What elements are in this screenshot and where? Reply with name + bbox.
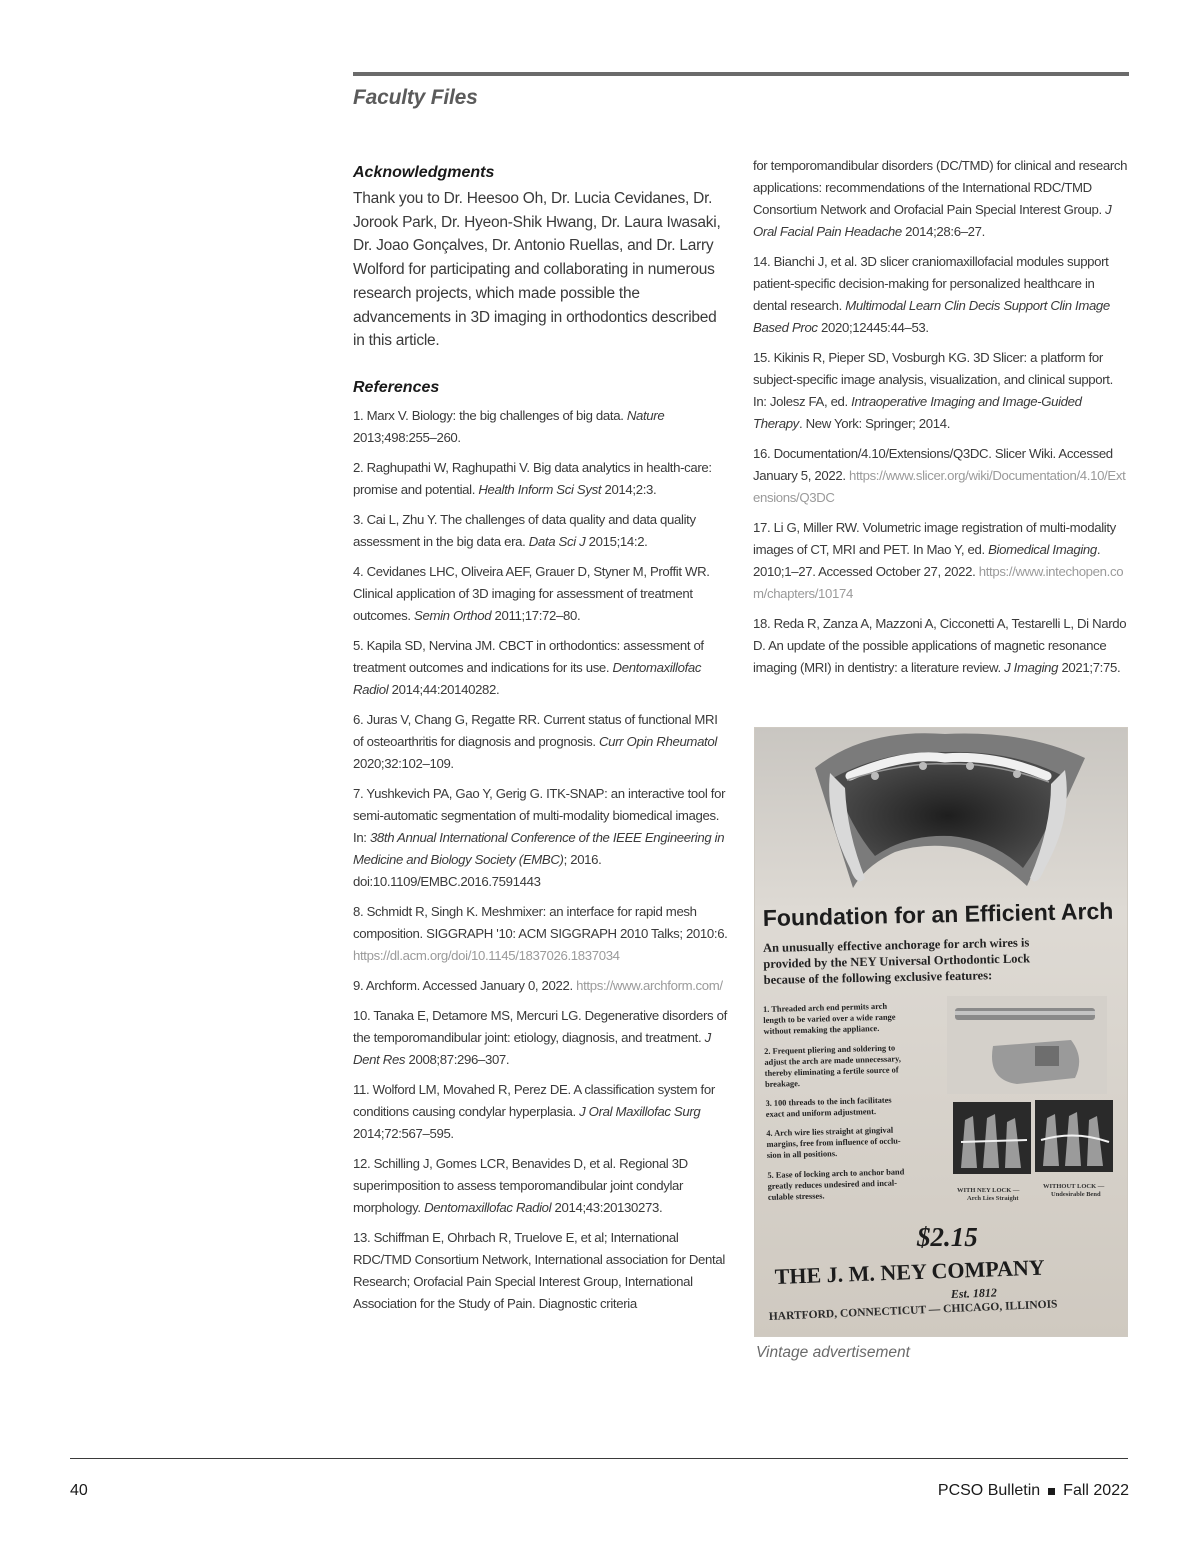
ad-feature-line: greatly reduces undesired and incal- — [767, 1178, 898, 1191]
reference-item — [353, 1005, 731, 1071]
reference-text: 11. Wolford LM, Movahed R, Perez DE. A classification system for conditions causing condylar hyperplasia. — [353, 1081, 715, 1119]
reference-journal: Data Sci J — [528, 533, 586, 549]
footer-rule — [70, 1458, 1128, 1459]
ad-feature-line: 4. Arch wire lies straight at gingival — [766, 1125, 894, 1138]
reference-text: 17. Li G, Miller RW. Volumetric image registration of multi-modality images of CT, MRI and PET. In Mao Y, ed. — [753, 520, 1116, 557]
image-caption: Vintage advertisement — [756, 1344, 910, 1361]
reference-item — [753, 251, 1129, 339]
xray-caption-line: WITHOUT LOCK — — [1043, 1183, 1105, 1190]
reference-text: ; 2016. doi:10.1109/EMBC.2016.7591443 — [353, 851, 602, 889]
reference-text: 2021;7:75. — [1058, 660, 1121, 675]
reference-text: 2013;498:255–260. — [353, 429, 461, 445]
reference-journal: Dentomaxillofac Radiol — [353, 659, 702, 697]
reference-text: 1. Marx V. Biology: the big challenges of big data. — [353, 407, 627, 423]
ad-feature-line: margins, free from influence of occlu- — [766, 1136, 901, 1149]
reference-link[interactable]: https://www.intechopen.com/chapters/10174 — [753, 564, 1124, 601]
ney-lock-illustration — [947, 996, 1107, 1094]
reference-item — [753, 443, 1129, 509]
reference-journal: J Imaging — [1004, 660, 1059, 675]
reference-item-continued — [753, 155, 1129, 243]
ad-locations: HARTFORD, CONNECTICUT — CHICAGO, ILLINOIS — [768, 1298, 1058, 1323]
reference-text: 2014;72:567–595. — [353, 1125, 454, 1141]
reference-text: 2014;28:6–27. — [901, 224, 985, 239]
references-list — [353, 405, 731, 1315]
reference-text: for temporomandibular disorders (DC/TMD) for clinical and research applications: recommendations of the International RDC/TMD Consortium Network and Orofacial Pain Special Interest Group. — [753, 158, 1128, 217]
ad-feature-line: length to be varied over a wide range — [763, 1012, 896, 1025]
reference-journal: Biomedical Imaging — [988, 542, 1097, 557]
xray-caption-line: Undesirable Bend — [1051, 1191, 1101, 1198]
reference-journal: J Oral Maxillofac Surg — [579, 1103, 701, 1119]
ad-feature-line: 2. Frequent pliering and soldering to — [764, 1043, 896, 1056]
separator-bullet — [1048, 1488, 1055, 1495]
reference-journal: Health Inform Sci Syst — [478, 481, 602, 497]
ad-feature-line: thereby eliminating a fertile source of — [764, 1065, 899, 1078]
reference-link[interactable]: https://dl.acm.org/doi/10.1145/1837026.1837034 — [353, 947, 620, 963]
reference-text: 6. Juras V, Chang G, Regatte RR. Current status of functional MRI of osteoarthritis for diagnosis and prognosis. — [353, 711, 718, 749]
reference-text: 13. Schiffman E, Ohrbach R, Truelove E, et al; International RDC/TMD Consortium Network, International association for Dental Research; Orofacial Pain Special Interest Group, International Association for the Study of Pain. Diagnostic criteria — [353, 1229, 725, 1311]
xray-caption-line: Arch Lies Straight — [967, 1195, 1019, 1202]
left-column — [353, 163, 731, 1323]
ad-feature-line: 1. Threaded arch end permits arch — [762, 1001, 888, 1014]
ad-intro-line: An unusually effective anchorage for arch wires is — [762, 935, 1030, 955]
reference-item — [753, 613, 1129, 679]
reference-text: 2014;44:20140282. — [388, 681, 500, 697]
reference-item — [353, 561, 731, 627]
reference-journal: 38th Annual International Conference of the IEEE Engineering in Medicine and Biology Society (EMBC) — [353, 829, 725, 867]
reference-item — [353, 975, 731, 997]
reference-journal: Intraoperative Imaging and Image-Guided Therapy — [753, 394, 1082, 431]
issue-label: Fall 2022 — [1063, 1482, 1129, 1499]
header-rule — [353, 72, 1129, 76]
reference-item — [353, 635, 731, 701]
reference-link[interactable]: https://www.slicer.org/wiki/Documentation/4.10/Extensions/Q3DC — [753, 468, 1126, 505]
ad-company: THE J. M. NEY COMPANY — [774, 1254, 1046, 1289]
ad-established: Est. 1812 — [950, 1285, 998, 1301]
references-heading: References — [353, 378, 440, 396]
reference-journal: Nature — [626, 407, 665, 423]
ad-feature-line: without remaking the appliance. — [763, 1023, 880, 1036]
reference-item — [753, 347, 1129, 435]
section-title: Faculty Files — [353, 86, 478, 109]
ad-feature-line: sion in all positions. — [766, 1149, 838, 1160]
reference-text: 2014;43:20130273. — [551, 1199, 663, 1215]
reference-item — [353, 405, 731, 449]
ad-headline: Foundation for an Efficient Arch — [762, 897, 1114, 931]
acknowledgments-text: Thank you to Dr. Heesoo Oh, Dr. Lucia Cevidanes, Dr. Jorook Park, Dr. Hyeon-Shik Hwang, Dr. Laura Iwasaki, Dr. Joao Gonçalves, Dr. Antonio Ruellas, and Dr. Larry Wolford for participating and collaborating in numerous research projects, which made possible the advancements in 3D imaging in orthodontics described in this article. — [353, 190, 721, 350]
reference-item — [353, 1227, 731, 1315]
reference-item — [353, 457, 731, 501]
ad-feature-line: 3. 100 threads to the inch facilitates — [765, 1095, 892, 1108]
right-column — [753, 155, 1129, 687]
reference-text: 2011;17:72–80. — [491, 607, 581, 623]
reference-text: 2. Raghupathi W, Raghupathi V. Big data analytics in health-care: promise and potential. — [353, 459, 712, 497]
reference-text: 2020;12445:44–53. — [817, 320, 929, 335]
reference-item — [353, 509, 731, 553]
reference-journal: J Dent Res — [353, 1029, 711, 1067]
reference-text: 4. Cevidanes LHC, Oliveira AEF, Grauer D, Styner M, Proffit WR. Clinical application of 3D imaging for assessment of treatment outcomes. — [353, 563, 710, 623]
ad-feature-line: breakage. — [764, 1079, 801, 1089]
acknowledgments-heading: Acknowledgments — [353, 164, 495, 181]
ad-feature-line: 5. Ease of locking arch to anchor band — [767, 1167, 905, 1180]
reference-link[interactable]: https://www.archform.com/ — [576, 977, 723, 993]
reference-text: 2020;32:102–109. — [353, 755, 454, 771]
reference-journal: Dentomaxillofac Radiol — [424, 1199, 552, 1215]
vintage-advertisement-image — [754, 727, 1128, 1337]
reference-text: 8. Schmidt R, Singh K. Meshmixer: an interface for rapid mesh composition. SIGGRAPH '10: ACM SIGGRAPH 2010 Talks; 2010:6. — [353, 903, 728, 941]
page-number: 40 — [70, 1482, 88, 1499]
reference-item — [353, 1079, 731, 1145]
reference-text: 2014;2:3. — [601, 481, 657, 497]
publication-name: PCSO Bulletin — [937, 1482, 1041, 1499]
reference-item — [353, 709, 731, 775]
ad-intro-line: because of the following exclusive features: — [763, 968, 993, 987]
ad-feature-line: culable stresses. — [767, 1191, 825, 1202]
ad-intro-line: provided by the NEY Universal Orthodontic Lock — [763, 951, 1031, 971]
footer-publication — [938, 1482, 1129, 1500]
reference-journal: Curr Opin Rheumatol — [598, 733, 717, 749]
ad-feature-line: adjust the arch are made unnecessary, — [764, 1054, 901, 1067]
reference-text: 15. Kikinis R, Pieper SD, Vosburgh KG. 3D Slicer: a platform for subject-specific image analysis, visualization, and clinical support. In: Jolesz FA, ed. — [753, 350, 1113, 409]
ad-price: $2.15 — [917, 1222, 978, 1252]
reference-text: 3. Cai L, Zhu Y. The challenges of data quality and data quality assessment in the big data era. — [353, 511, 696, 549]
reference-text: 5. Kapila SD, Nervina JM. CBCT in orthodontics: assessment of treatment outcomes and indications for its use. — [353, 637, 704, 675]
reference-text: 10. Tanaka E, Detamore MS, Mercuri LG. Degenerative disorders of the temporomandibular joint: etiology, diagnosis, and treatment. — [353, 1007, 727, 1045]
reference-item — [753, 517, 1129, 605]
xray-caption-line: WITH NEY LOCK — — [957, 1187, 1020, 1194]
reference-text: 18. Reda R, Zanza A, Mazzoni A, Cicconetti A, Testarelli L, Di Nardo D. An update of the possible applications of magnetic resonance imaging (MRI) in dentistry: a literature review. — [753, 616, 1127, 675]
reference-item — [353, 783, 731, 893]
reference-text: . New York: Springer; 2014. — [798, 416, 951, 431]
reference-text: . 2010;1–27. Accessed October 27, 2022. — [753, 542, 1101, 579]
reference-text: 16. Documentation/4.10/Extensions/Q3DC. Slicer Wiki. Accessed January 5, 2022. — [753, 446, 1113, 483]
reference-text: 12. Schilling J, Gomes LCR, Benavides D, et al. Regional 3D superimposition to assess temporomandibular joint condylar morphology. — [353, 1155, 688, 1215]
reference-text: 9. Archform. Accessed January 0, 2022. — [353, 977, 577, 993]
reference-item — [353, 1153, 731, 1219]
reference-text: 2008;87:296–307. — [405, 1051, 510, 1067]
reference-text: 7. Yushkevich PA, Gao Y, Gerig G. ITK-SNAP: an interactive tool for semi-automatic segmentation of multi-modality biomedical images. In: — [353, 785, 726, 845]
reference-journal: J Oral Facial Pain Headache — [753, 202, 1112, 239]
reference-journal: Semin Orthod — [414, 607, 492, 623]
ad-feature-line: exact and uniform adjustment. — [765, 1107, 877, 1119]
references-list-continued — [753, 155, 1129, 679]
reference-item — [353, 901, 731, 967]
reference-journal: Multimodal Learn Clin Decis Support Clin Image Based Proc — [753, 298, 1110, 335]
reference-text: 2015;14:2. — [585, 533, 648, 549]
reference-text: 14. Bianchi J, et al. 3D slicer craniomaxillofacial modules support patient-specific decision-making for personalized healthcare in dental research. — [753, 254, 1109, 313]
